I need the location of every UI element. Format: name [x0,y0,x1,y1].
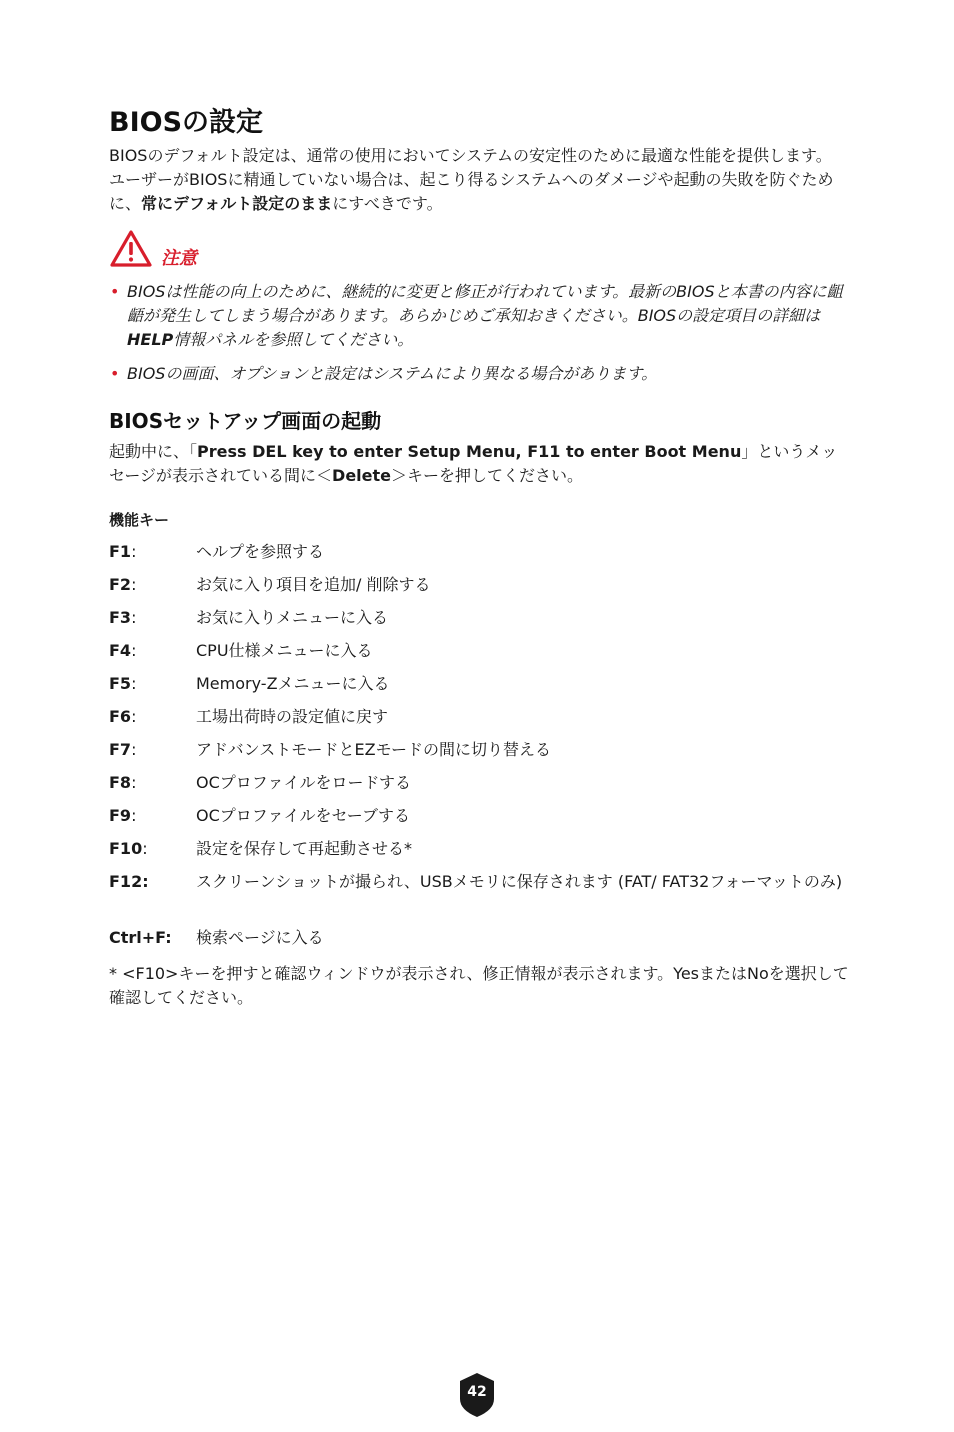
function-key-row [109,604,849,637]
function-key-name [109,870,149,894]
function-key-separator: : [131,542,137,561]
section-heading: BIOSセットアップ画面の起動 [109,409,382,433]
bullet-icon: • [110,364,120,383]
function-key-description: お気に入りメニューに入る [196,608,389,627]
function-key-separator: : [131,674,137,693]
intro-paragraph [109,144,847,216]
function-key-separator: : [142,839,148,858]
function-key-description: CPU仕様メニューに入る [196,641,373,660]
function-key-name [109,606,136,630]
function-key-name [109,639,136,663]
function-key-description: OCプロファイルをセーブする [196,806,411,825]
page-title: BIOSの設定 [109,107,264,138]
function-key-separator: : [131,806,137,825]
function-key-description: 設定を保存して再起動させる* [196,839,413,858]
function-key-list [109,538,849,957]
subsection-heading: 機能キー [109,511,170,529]
function-key-row [109,538,849,571]
setup-paragraph [109,440,849,488]
function-key-description: スクリーンショットが撮られ、USBメモリに保存されます (FAT/ FAT32フォーマットのみ) [196,872,843,891]
function-key-label: F3 [109,608,132,627]
function-key-row [109,670,849,703]
function-key-label: F9 [109,806,132,825]
function-key-description: お気に入り項目を追加/ 削除する [196,575,431,594]
function-key-label: F2 [109,575,132,594]
function-key-label: F10 [109,839,143,858]
function-key-label: F5 [109,674,132,693]
function-key-row [109,703,849,736]
function-key-description: アドバンストモードとEZモードの間に切り替える [196,740,551,759]
caution-list [109,280,849,386]
function-key-separator: : [131,707,137,726]
function-key-label: F1 [109,542,132,561]
warning-icon [109,229,153,269]
function-key-row [109,924,849,957]
function-key-label: F12: [109,872,149,891]
function-key-label: Ctrl+F: [109,928,172,947]
function-key-name [109,705,136,729]
function-key-separator: : [131,575,137,594]
function-key-row [109,868,849,924]
caution-item-text-end: 情報パネルを参照してください。 [173,330,414,349]
caution-title: 注意 [161,248,197,269]
intro-text: BIOSのデフォルト設定は、通常の使用においてシステムの安定性のために最適な性能を提供します。ユーザーがBIOSに精通していない場合は、起こり得るシステムへのダメージや起動の失敗を防ぐために、 [109,146,834,213]
function-key-label: F4 [109,641,132,660]
function-key-description: ヘルプを参照する [196,542,325,561]
function-key-description: OCプロファイルをロードする [196,773,411,792]
function-key-description: 工場出荷時の設定値に戻す [196,707,389,726]
function-key-label: F8 [109,773,132,792]
function-key-name [109,738,136,762]
caution-item [109,362,849,386]
setup-message: Press DEL key to enter Setup Menu, F11 to enter Boot Menu [197,442,742,461]
caution-item-text: BIOSの画面、オプションと設定はシステムにより異なる場合があります。 [127,364,658,383]
function-key-name [109,804,136,828]
setup-text: 起動中に、「 [109,442,198,461]
footnote: * <F10>キーを押すと確認ウィンドウが表示され、修正情報が表示されます。YesまたはNoを選択して確認してください。 [109,964,849,1007]
function-key-description: Memory-Zメニューに入る [196,674,390,693]
setup-text-middle: 」というメッセージが表示されている間に＜ [109,442,838,485]
intro-emphasis: 常にデフォルト設定のまま [141,194,333,213]
function-key-name [109,540,136,564]
function-key-label: F6 [109,707,132,726]
function-key-separator: : [131,740,137,759]
bullet-icon: • [110,282,120,301]
setup-key: Delete [332,466,392,485]
intro-text-end: にすべきです。 [332,194,443,213]
setup-text-end: ＞キーを押してください。 [391,466,584,485]
function-key-row [109,802,849,835]
function-key-row [109,769,849,802]
function-key-name [109,771,136,795]
function-key-name [109,672,136,696]
page-number: 42 [467,1384,487,1400]
function-key-separator: : [131,773,137,792]
function-key-row [109,571,849,604]
function-key-row [109,736,849,769]
function-key-row [109,637,849,670]
function-key-row [109,835,849,868]
function-key-separator: : [131,641,137,660]
function-key-separator: : [131,608,137,627]
page-number-badge [458,1372,496,1418]
function-key-description: 検索ページに入る [196,928,324,947]
function-key-name [109,926,172,950]
function-key-name [109,573,136,597]
caution-item [109,280,849,352]
function-key-name [109,837,148,861]
caution-item-bold: HELP [127,330,174,349]
function-key-label: F7 [109,740,132,759]
caution-item-text: BIOSは性能の向上のために、継続的に変更と修正が行われています。最新のBIOSと本書の内容に齟齬が発生してしまう場合があります。あらかじめご承知おきください。BIOSの設定項目の詳細は [127,282,843,325]
